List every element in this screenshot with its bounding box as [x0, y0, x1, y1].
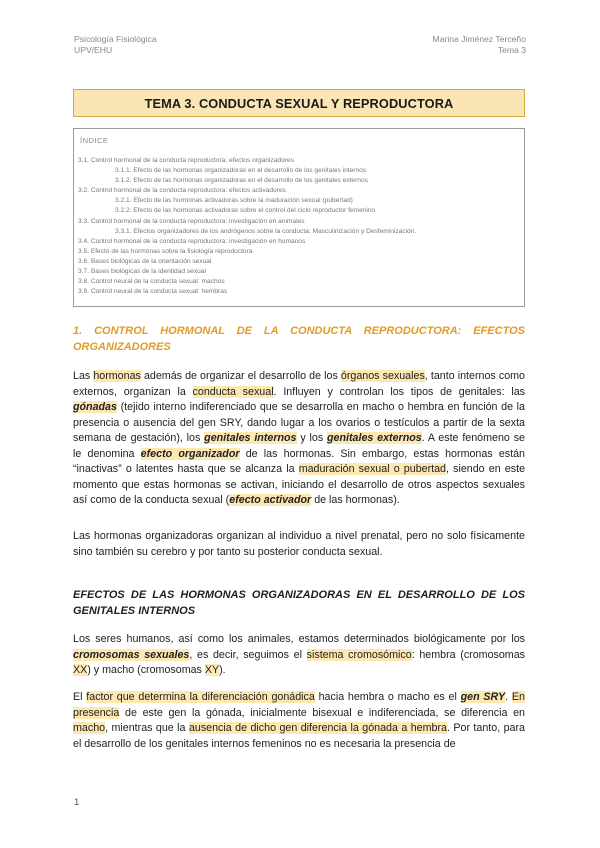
document-title: TEMA 3. CONDUCTA SEXUAL Y REPRODUCTORA — [73, 89, 525, 117]
index-box — [73, 128, 525, 307]
index-item: 3.8. Control neural de la conducta sexual: machos — [78, 278, 225, 286]
section-2-paragraph-1 — [73, 632, 525, 679]
section-2-paragraph-2 — [73, 690, 525, 752]
text: de las hormonas). — [311, 494, 400, 506]
text: : hembra (cromosomas — [411, 648, 525, 661]
text: ) y macho (cromosomas — [87, 664, 205, 676]
text: . Por tanto, para el desarrollo de los genitales internos femeninos no es necesaria la presencia de — [73, 722, 526, 750]
page-number: 1 — [74, 797, 80, 808]
text: , tanto internos como externos, organizan la — [73, 370, 525, 398]
index-item: 3.1. Control hormonal de la conducta reproductora: efectos organizadores — [78, 157, 294, 164]
header-left — [74, 34, 157, 56]
highlight-gonadas: gónadas — [73, 401, 117, 413]
highlight-cromosomas-sexuales: cromosomas sexuales — [73, 648, 190, 661]
university-name: UPV/EHU — [74, 45, 113, 55]
index-item: 3.4. Control hormonal de la conducta reproductora: investigación en humanos — [78, 237, 306, 245]
index-item: 3.5. Efecto de las hormonas sobre la fisiología reproductora — [78, 247, 253, 255]
index-item: 3.7. Bases biológicas de la identidad sexual — [78, 268, 206, 276]
highlight-en-presencia: En presencia — [73, 691, 525, 719]
section-1-paragraph-1 — [73, 369, 525, 509]
text: y los — [296, 432, 327, 444]
index-item: 3.2.2. Efecto de las hormonas activadoras sobre el control del ciclo reproductor femenino — [115, 207, 376, 215]
text: El — [73, 691, 87, 703]
text: Los seres humanos, así como los animales, estamos determinados biológicamente por los — [73, 633, 525, 645]
text: de este gen la gónada, inicialmente bisexual e indiferenciada, se diferencia en — [119, 706, 525, 719]
highlight-hormonas: hormonas — [93, 370, 141, 382]
index-list — [78, 156, 520, 297]
text: hacia hembra o macho es el — [314, 691, 461, 703]
index-item: 3.2. Control hormonal de la conducta reproductora: efectos activadores — [78, 187, 286, 195]
highlight-organos-sexuales: órganos sexuales — [340, 370, 425, 382]
section-1-heading: 1. CONTROL HORMONAL DE LA CONDUCTA REPRODUCTORA: EFECTOS ORGANIZADORES — [73, 325, 525, 353]
text: (tejido interno indiferenciado que se desarrolla en macho o hembra en función de la presencia o ausencia del gen SRY, dando lugar a los ovarios o testículos a partir de la sexta semana de gestación), los — [73, 401, 525, 444]
topic-label: Tema 3 — [497, 45, 526, 55]
text: , siendo en este momento que estas hormonas se activan, iniciando el desarrollo de otros aspectos sexuales así como de la conducta sexual ( — [73, 463, 526, 506]
author-name: Marina Jiménez Terceño — [432, 34, 526, 44]
highlight-gen-sry: gen SRY — [460, 691, 506, 703]
course-name: Psicología Fisiológica — [74, 34, 157, 44]
index-item: 3.6. Bases biológicas de la orientación sexual — [78, 257, 212, 265]
text: . Influyen y controlan los tipos de genitales: las — [273, 385, 525, 398]
text: . A este fenómeno se le denomina — [73, 432, 525, 460]
text: además de organizar el desarrollo de los — [140, 370, 341, 382]
highlight-efecto-activador: efecto activador — [229, 494, 312, 506]
index-item: 3.9. Control neural de la conducta sexual: hembras — [78, 288, 228, 296]
index-title: ÍNDICE — [80, 136, 109, 145]
section-2-heading: EFECTOS DE LAS HORMONAS ORGANIZADORAS EN EL DESARROLLO DE LOS GENITALES INTERNOS — [73, 589, 525, 617]
highlight-xx: XX — [73, 664, 88, 676]
text: de las hormonas. Sin embargo, estas hormonas están “inactivas” o latentes hasta que se alcanza la — [73, 447, 525, 475]
text: . — [505, 691, 512, 703]
text: Las — [73, 370, 94, 382]
highlight-macho: macho — [73, 722, 106, 734]
highlight-genitales-internos: genitales internos — [204, 432, 297, 444]
highlight-xy: XY — [204, 664, 220, 676]
highlight-conducta-sexual: conducta sexual — [192, 385, 274, 398]
text: ). — [219, 664, 226, 676]
text: , es decir, seguimos el — [189, 648, 307, 661]
index-item: 3.1.2. Efecto de las hormonas organizadoras en el desarrollo de los genitales externos — [115, 177, 368, 185]
section-1-paragraph-2: Las hormonas organizadoras organizan al individuo a nivel prenatal, pero no solo físicamente sino también su cerebro y por tanto su posterior conducta sexual. — [73, 530, 525, 558]
highlight-maduracion-sexual: maduración sexual o pubertad — [298, 463, 447, 475]
highlight-ausencia-gen: ausencia de dicho gen diferencia la gónada a hembra — [188, 722, 447, 734]
index-item: 3.1.1. Efecto de las hormonas organizadoras en el desarrollo de los genitales internos — [115, 167, 367, 175]
index-item: 3.3.1. Efectos organizadores de los andrógenos sobre la conducta: Masculinización y Desfeminización. — [115, 227, 417, 235]
index-item: 3.3. Control hormonal de la conducta reproductora: investigación en animales — [78, 217, 305, 225]
header-right — [433, 34, 526, 56]
highlight-genitales-externos: genitales externos — [327, 432, 422, 444]
index-item: 3.2.1. Efecto de las hormonas activadoras sobre la maduración sexual (pubertad) — [115, 197, 353, 205]
highlight-sistema-cromosomico: sistema cromosómico — [306, 648, 412, 661]
text: , mientras que la — [105, 722, 189, 734]
highlight-factor-diferenciacion: factor que determina la diferenciación gonádica — [86, 691, 315, 703]
highlight-efecto-organizador: efecto organizador — [140, 447, 240, 460]
